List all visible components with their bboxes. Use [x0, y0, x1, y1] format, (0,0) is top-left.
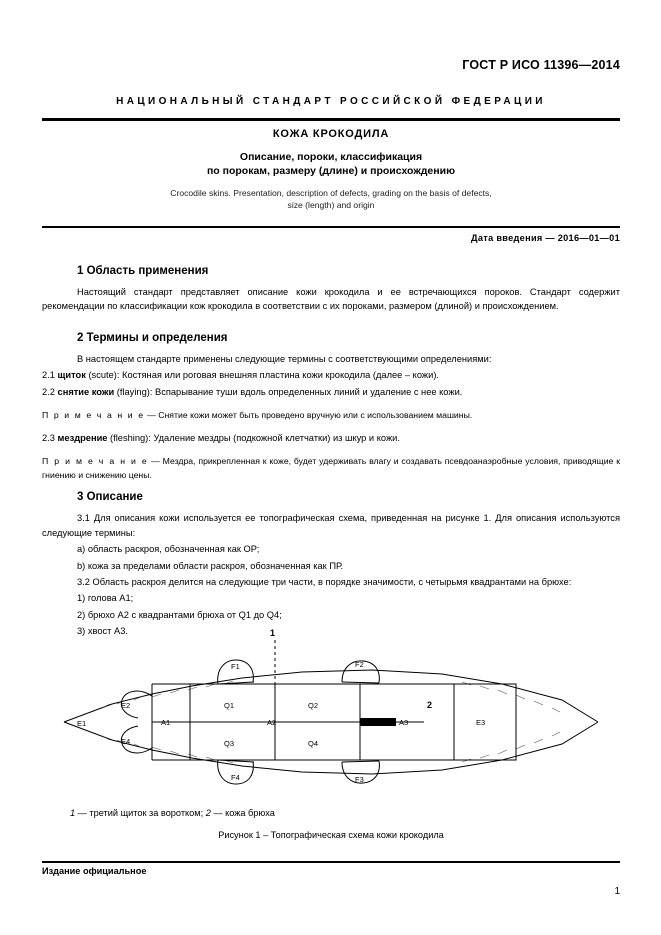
clause-3-1-item-b: b) кожа за пределами области раскроя, обозначенная как ПР.: [77, 560, 344, 571]
official-edition-label: Издание официальное: [42, 866, 147, 876]
section-2-heading: 2 Термины и определения: [77, 331, 228, 344]
label-e4: E4: [121, 737, 131, 746]
document-title: КОЖА КРОКОДИЛА: [272, 128, 390, 140]
note-1: [42, 408, 620, 422]
document-title-en-line2: size (length) and origin: [287, 200, 375, 210]
label-q4: Q4: [308, 739, 319, 748]
label-e2: E2: [121, 701, 131, 710]
term-2-2-name: снятие кожи: [57, 386, 115, 397]
title-block: [42, 128, 620, 211]
term-2-3-name: мездрение: [57, 433, 108, 444]
figure-1-legend: 1 — третий щиток за воротком; 2 — кожа брюха: [70, 808, 275, 818]
body-content: [42, 265, 620, 641]
term-2-1-number: 2.1: [42, 370, 55, 381]
term-2-2-definition: (flaying): Вспарывание туши вдоль определенных линий и удаление с нее кожи.: [116, 386, 463, 397]
label-f4: F4: [231, 773, 240, 782]
callout-2-marker: [360, 718, 396, 726]
label-e1: E1: [77, 719, 87, 728]
clause-3-2-item-3: 3) хвост А3.: [77, 626, 128, 637]
note-2: [42, 454, 620, 482]
figure-1: [42, 622, 620, 862]
note-1-label: П р и м е ч а н и е: [42, 410, 145, 421]
divider-top: [42, 118, 620, 121]
divider-bottom: [42, 861, 620, 863]
national-standard-heading: НАЦИОНАЛЬНЫЙ СТАНДАРТ РОССИЙСКОЙ ФЕДЕРАЦИИ: [116, 96, 546, 107]
date-of-introduction: Дата введения — 2016—01—01: [471, 233, 620, 243]
section-3-heading: 3 Описание: [77, 491, 143, 504]
label-a2: A2: [267, 718, 277, 727]
section-2-intro: В настоящем стандарте применены следующие термины с соответствующими определениями:: [77, 353, 492, 364]
crocodile-topography-diagram: [42, 622, 620, 822]
term-2-3-number: 2.3: [42, 433, 55, 444]
clause-3-2-item-1: 1) голова А1;: [77, 593, 134, 604]
term-2-2-number: 2.2: [42, 386, 55, 397]
document-subtitle-line1: Описание, пороки, классификация: [239, 151, 423, 163]
clause-3-2-item-2: 2) брюхо А2 с квадрантами брюха от Q1 до Q4;: [77, 609, 282, 620]
label-f3: F3: [355, 775, 364, 784]
label-f1: F1: [231, 662, 240, 671]
note-2-text: — Мездра, прикрепленная к коже, будет удерживать влагу и создавать псевдоанаэробные условия, приводящие к гниению и снижению цены.: [42, 456, 620, 481]
label-a3: A3: [399, 718, 409, 727]
clause-3-2: 3.2 Область раскроя делится на следующие три части, в порядке значимости, с четырьмя квадрантами на брюхе:: [77, 577, 572, 588]
term-2-1-name: щиток: [57, 370, 86, 381]
label-callout-1: 1: [270, 628, 276, 638]
divider-middle: [42, 226, 620, 228]
label-q2: Q2: [308, 701, 319, 710]
section-1-paragraph: Настоящий стандарт представляет описание кожи крокодила и ее встречающихся пороков. Стандарт содержит рекомендации по классификации кож крокодила в соответствии с их пороками, размером (длиной) и происхождением.: [42, 287, 620, 312]
label-f2: F2: [355, 660, 364, 669]
term-2-1: [42, 368, 620, 382]
standard-number: ГОСТ Р ИСО 11396—2014: [462, 58, 620, 72]
label-q3: Q3: [224, 739, 235, 748]
cutting-area-grid: [152, 684, 516, 760]
note-2-label: П р и м е ч а н и е: [42, 456, 149, 467]
term-2-3: [42, 431, 620, 445]
label-callout-2: 2: [427, 700, 433, 710]
figure-1-caption: Рисунок 1 – Топографическая схема кожи крокодила: [218, 830, 444, 840]
page-number: 1: [614, 886, 620, 897]
label-q1: Q1: [224, 701, 235, 710]
term-2-1-definition: (scute): Костяная или роговая внешняя пластина кожи крокодила (далее – кожи).: [88, 370, 439, 381]
clause-3-1-item-a: a) область раскроя, обозначенная как ОР;: [77, 544, 260, 555]
note-1-text: — Снятие кожи может быть проведено вручную или с использованием машины.: [147, 410, 473, 421]
label-e3-right: E3: [476, 718, 486, 727]
clause-3-1: 3.1 Для описания кожи используется ее топографическая схема, приведенная на рисунке 1. Для описания используются следующие термины:: [42, 513, 620, 538]
label-a1: A1: [161, 718, 171, 727]
page-content-area: [42, 0, 620, 935]
term-2-3-definition: (fleshing): Удаление мездры (подкожной клетчатки) из шкур и кожи.: [110, 433, 400, 444]
section-1-heading: 1 Область применения: [77, 265, 209, 277]
document-subtitle-line2: по порокам, размеру (длине) и происхождению: [206, 165, 456, 177]
document-title-en-line1: Crocodile skins. Presentation, description of defects, grading on the basis of defects,: [170, 188, 492, 198]
term-2-2: [42, 385, 620, 399]
